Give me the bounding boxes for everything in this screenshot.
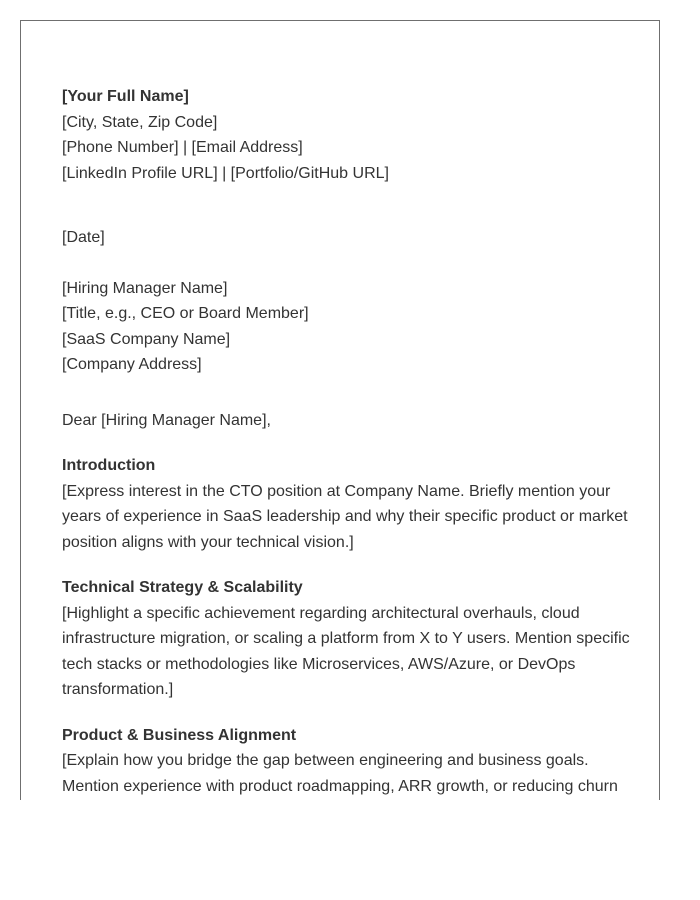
section-heading: Introduction [62, 457, 156, 474]
spacer [62, 555, 634, 575]
sender-name: [Your Full Name] [62, 88, 189, 105]
section-introduction [62, 453, 634, 555]
spacer [62, 251, 634, 276]
spacer [62, 378, 634, 408]
letter-date: [Date] [62, 229, 105, 246]
recipient-company-address: [Company Address] [62, 356, 202, 373]
sender-phone-email: [Phone Number] | [Email Address] [62, 139, 303, 156]
section-body: [Explain how you bridge the gap between engineering and business goals. Mention experience with product roadmapping, ARR growth, or reducing churn [62, 752, 618, 795]
sender-links: [LinkedIn Profile URL] | [Portfolio/GitHub URL] [62, 164, 389, 182]
recipient-manager-name: [Hiring Manager Name] [62, 279, 228, 297]
section-body: [Highlight a specific achievement regarding architectural overhauls, cloud infrastructure migration, or scaling a platform from X to Y users. Mention specific tech stacks or methodologies like Microservices, AWS/Azure, or DevOps transformation.] [62, 604, 630, 698]
section-technical-strategy [62, 575, 634, 703]
letter-content [62, 84, 634, 799]
section-product-business [62, 723, 634, 800]
section-heading: Technical Strategy & Scalability [62, 579, 303, 596]
section-heading: Product & Business Alignment [62, 726, 297, 744]
recipient-title: [Title, e.g., CEO or Board Member] [62, 305, 309, 322]
spacer [62, 186, 634, 225]
letter-page [20, 20, 660, 800]
section-body: [Express interest in the CTO position at Company Name. Briefly mention your years of experience in SaaS leadership and why their specific product or market position aligns with your technical vision.] [62, 482, 628, 551]
sender-city-state-zip: [City, State, Zip Code] [62, 113, 218, 131]
spacer [62, 433, 634, 453]
spacer [62, 703, 634, 723]
recipient-company-name: [SaaS Company Name] [62, 330, 231, 348]
salutation: Dear [Hiring Manager Name], [62, 411, 271, 429]
